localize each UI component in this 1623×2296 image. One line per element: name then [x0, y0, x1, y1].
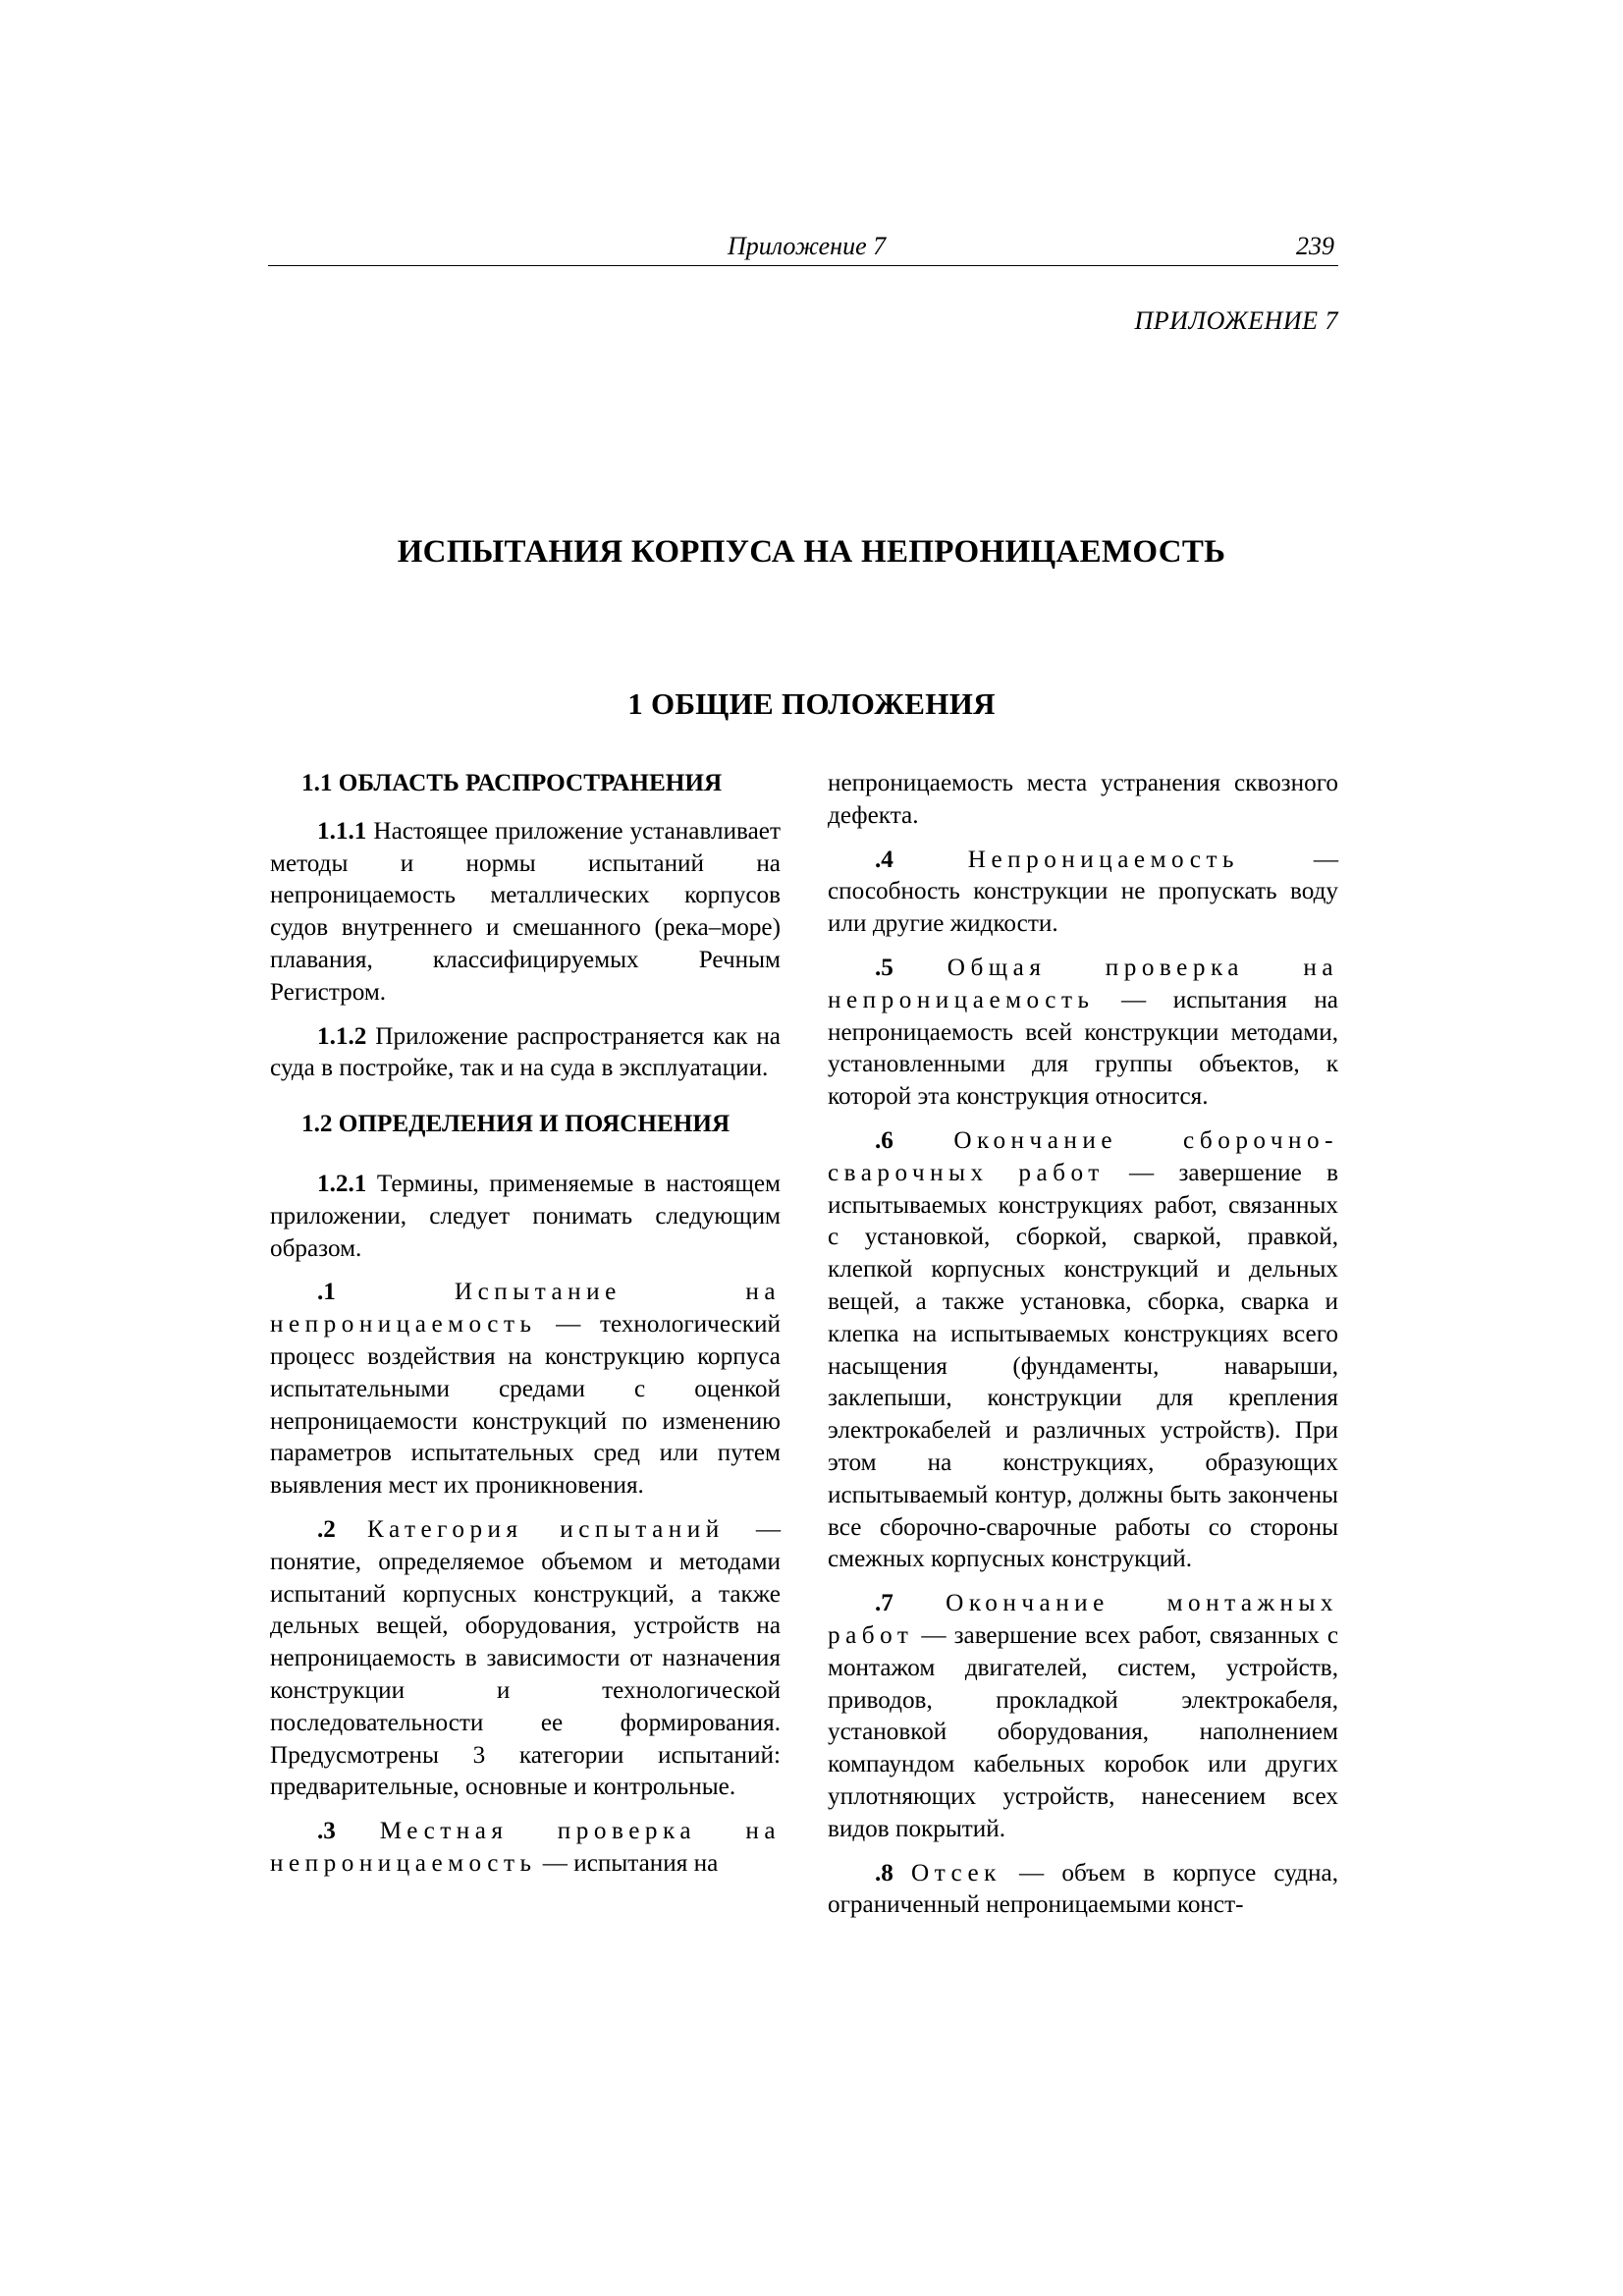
definition-number: .5: [875, 954, 893, 981]
definition-term: Непроницаемость: [967, 846, 1239, 873]
clause-text: Термины, применяемые в настоящем приложении, следует понимать следующим образом.: [270, 1170, 781, 1262]
definition-term: Окончание монтажных работ: [828, 1590, 1338, 1649]
clause-number: 1.1.2: [317, 1022, 367, 1050]
definition-8: [828, 1858, 1338, 1923]
section-title: 1 ОБЩИЕ ПОЛОЖЕНИЯ: [627, 686, 996, 721]
clause-number: 1.1.1: [317, 817, 367, 845]
definition-text: — способность конструкции не пропускать воду или другие жидкости.: [828, 846, 1338, 938]
definition-number: .4: [875, 846, 893, 873]
definition-text: — завершение всех работ, связанных с монтажом двигателей, систем, устройств, приводов, прокладкой электрокабеля, установкой оборудования, наполнением компаундом кабельных коробок или других уплотняющих устройств, нанесением всех видов покрытий.: [828, 1621, 1338, 1842]
left-column: [270, 768, 781, 1892]
definition-number: .1: [317, 1279, 336, 1306]
page-number: 239: [1296, 232, 1334, 260]
subsection-heading-1-1: 1.1 ОБЛАСТЬ РАСПРОСТРАНЕНИЯ: [301, 770, 723, 796]
definition-number: .7: [875, 1590, 893, 1617]
definition-term: Местная проверка на непроницаемость: [270, 1818, 781, 1877]
definition-1: [270, 1277, 781, 1503]
running-header: [268, 232, 1338, 266]
definition-number: .2: [317, 1515, 336, 1543]
definition-2: [270, 1514, 781, 1804]
definition-number: .3: [317, 1818, 336, 1845]
paragraph-1-2-1: [270, 1169, 781, 1265]
clause-number: 1.2.1: [317, 1170, 367, 1197]
definition-text: — понятие, определяемое объемом и методами испытаний корпусных конструкций, а также дельных вещей, оборудования, устройств на непроницаемость в зависимости от назначения конструкции и технологической последовательности ее формирования. Предусмотрены 3 категории испытаний: предварительные, основные и контрольные.: [270, 1515, 781, 1801]
paragraph-1-1-1: [270, 816, 781, 1010]
definition-number: .8: [875, 1859, 893, 1886]
definition-number: .6: [875, 1126, 893, 1154]
definition-term: Категория испытаний: [366, 1515, 725, 1543]
definition-3-continuation: непроницаемость места устранения сквозного дефекта.: [828, 770, 1338, 829]
definition-6: [828, 1125, 1338, 1576]
clause-text: Приложение распространяется как на суда в постройке, так и на суда в эксплуатации.: [270, 1022, 781, 1082]
definition-text: — испытания на: [536, 1849, 719, 1877]
running-title: Приложение 7: [728, 232, 887, 260]
definition-4: [828, 845, 1338, 941]
definition-term: Окончание сборочно-сварочных работ: [828, 1126, 1338, 1186]
subsection-heading-1-2: 1.2 ОПРЕДЕЛЕНИЯ И ПОЯСНЕНИЯ: [301, 1111, 730, 1138]
right-column: [828, 768, 1338, 1934]
clause-text: Настоящее приложение устанавливает методы и нормы испытаний на непроницаемость металлических корпусов судов внутреннего и смешанного (река–море) плавания, классифицируемых Речным Регистром.: [270, 817, 781, 1006]
definition-3: [270, 1816, 781, 1881]
definition-term: Отсек: [911, 1859, 1001, 1886]
definition-term: Испытание на непроницаемость: [270, 1279, 782, 1339]
document-title: ИСПЫТАНИЯ КОРПУСА НА НЕПРОНИЦАЕМОСТЬ: [397, 534, 1226, 570]
definition-text: — завершение в испытываемых конструкциях работ, связанных с установкой, сборкой, сваркой, правкой, клепкой корпусных конструкций и дельных вещей, а также установка, сборка, сварка и клепка на испытываемых конструкциях всего насыщения (фундаменты, наварыши, заклепыши, конструкции для крепления электрокабелей и различных устройств). При этом на конструкциях, образующих испытываемый контур, должны быть закончены все сборочно-сварочные работы со стороны смежных корпусных конструкций.: [828, 1159, 1338, 1573]
definition-text: — технологический процесс воздействия на конструкцию корпуса испытательными средами с оценкой непроницаемости конструкций по изменению параметров испытательных сред или путем выявления мест их проникновения.: [270, 1311, 781, 1500]
definition-text: — объем в корпусе судна, ограниченный непроницаемыми конст-: [828, 1859, 1339, 1919]
paragraph-1-1-2: [270, 1021, 781, 1086]
definition-text: — испытания на непроницаемость всей конструкции методами, установленными для группы объектов, к которой эта конструкция относится.: [828, 986, 1338, 1111]
definition-7: [828, 1588, 1338, 1845]
definition-term: Общая проверка на непроницаемость: [828, 954, 1339, 1013]
definition-5: [828, 953, 1338, 1114]
appendix-label: ПРИЛОЖЕНИЕ 7: [1134, 306, 1338, 335]
